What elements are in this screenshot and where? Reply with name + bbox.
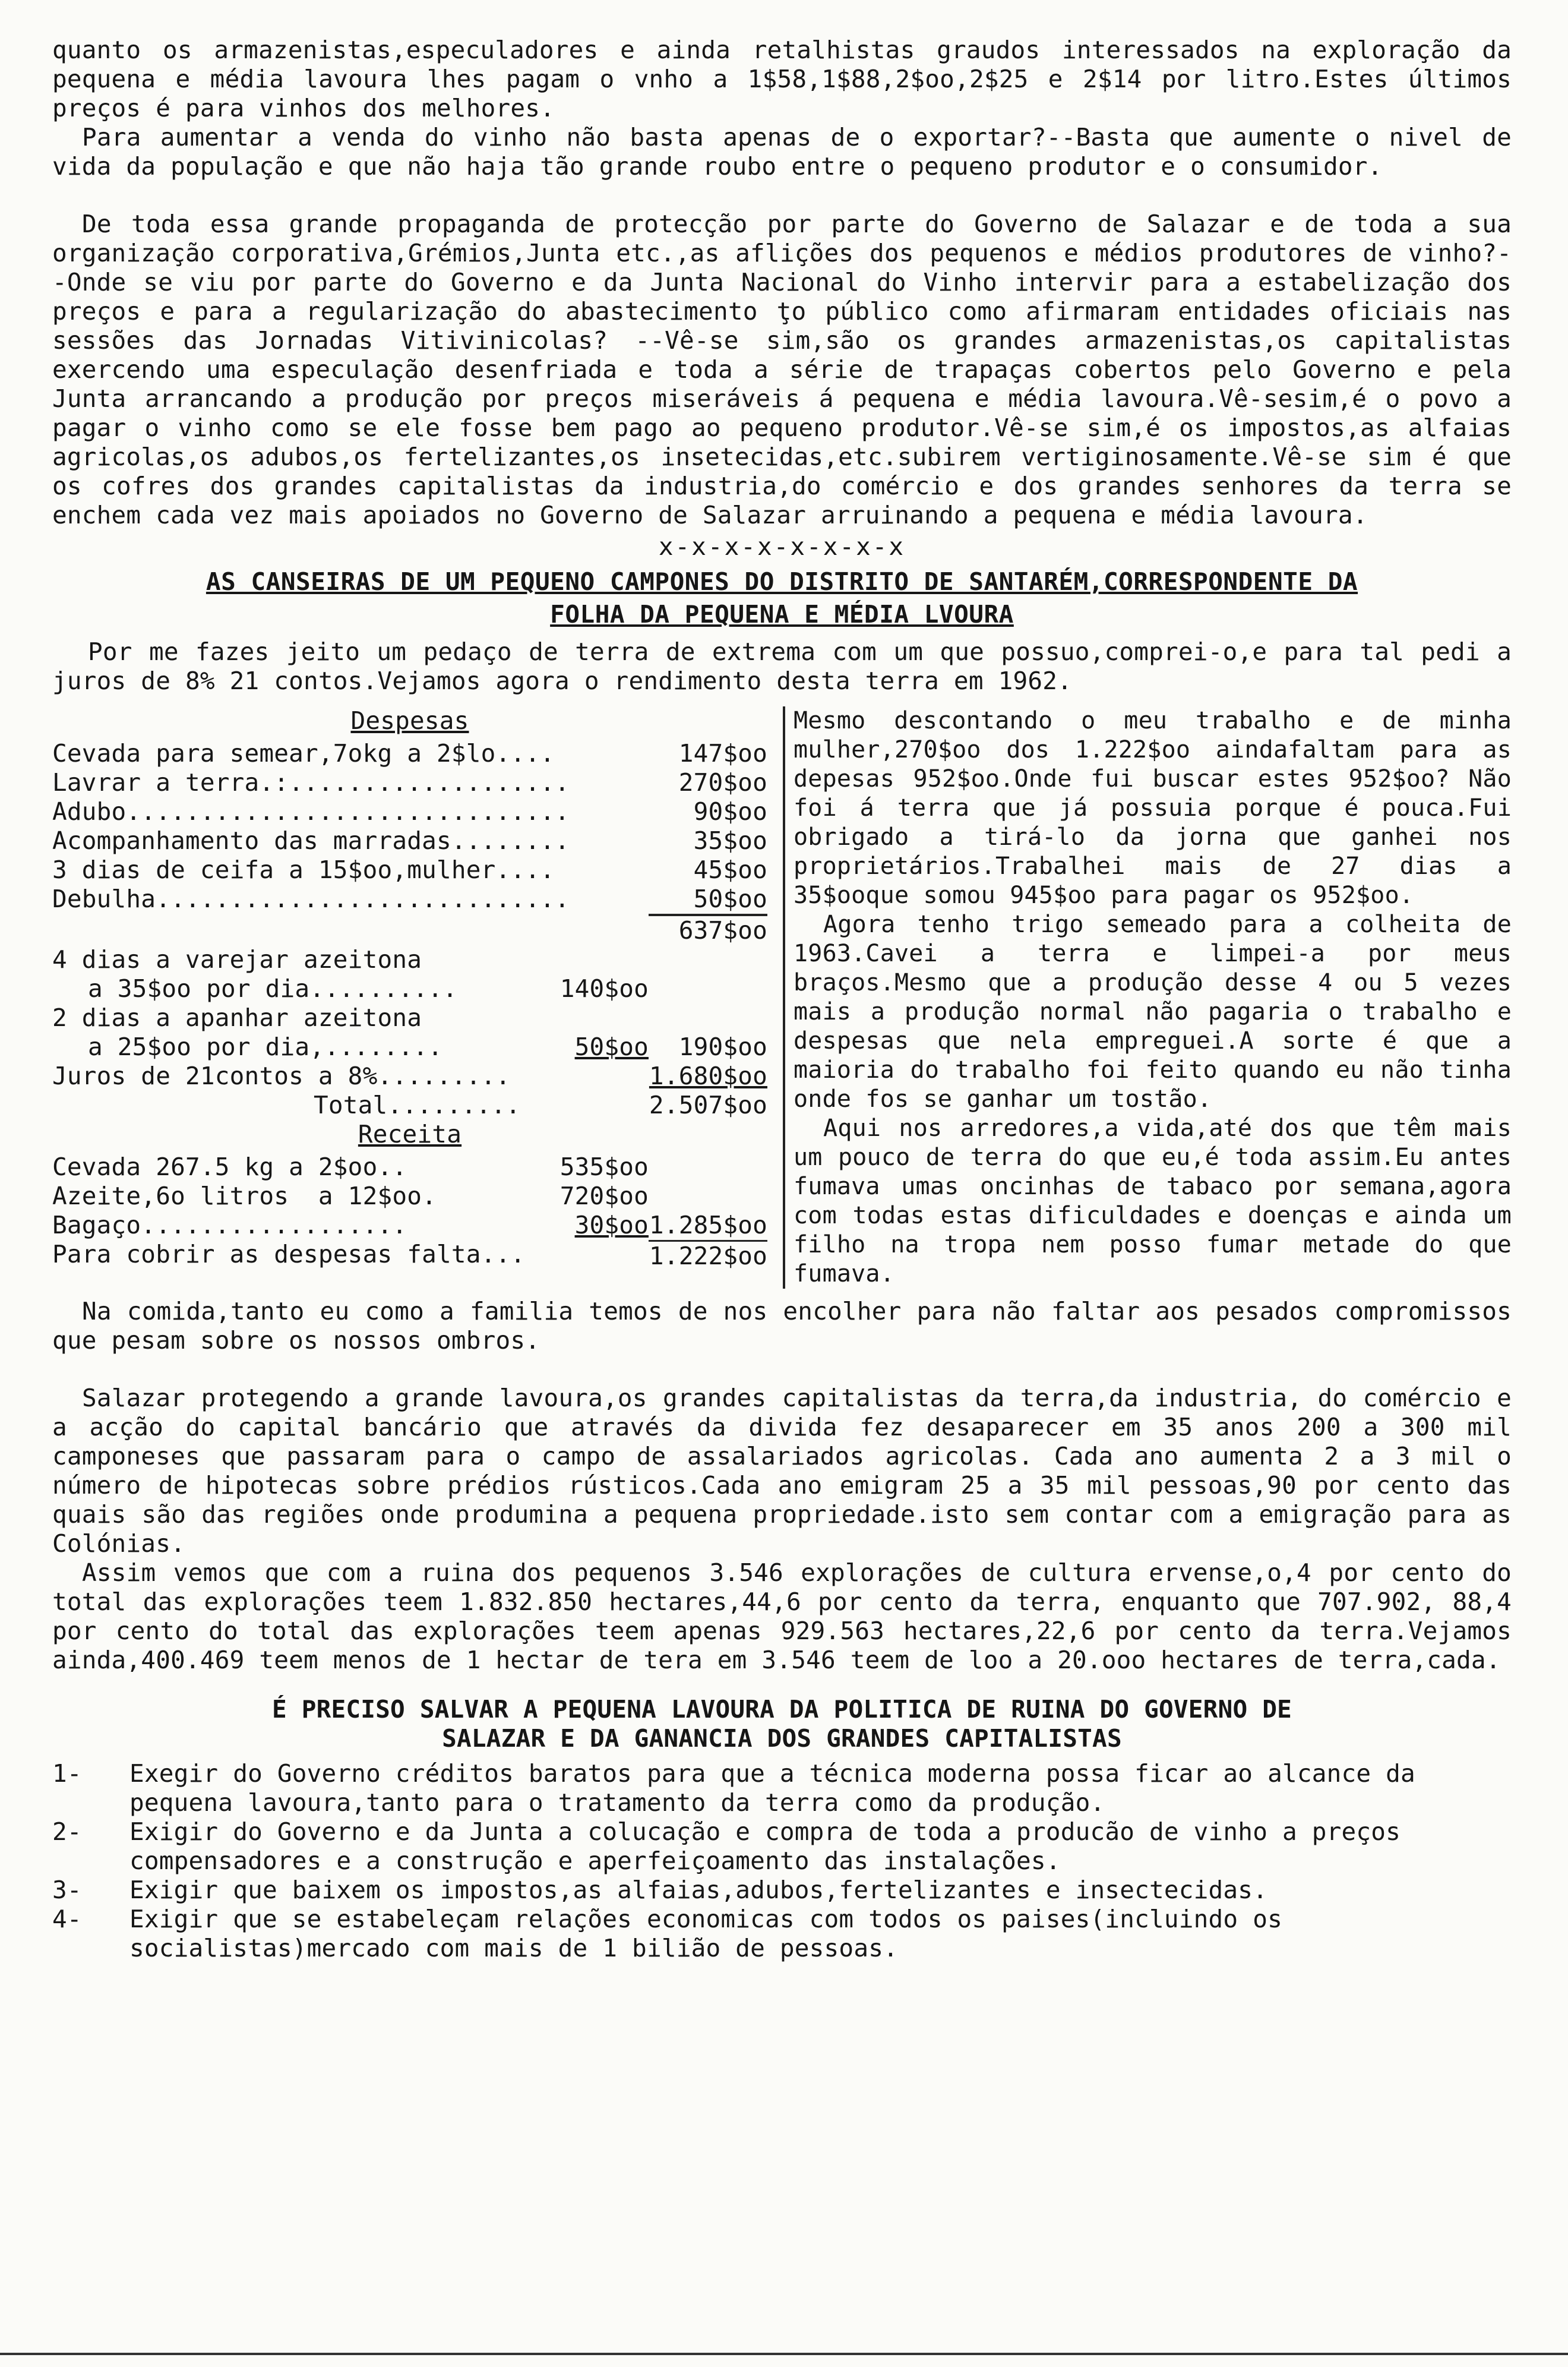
income-row (52, 1153, 767, 1182)
expense-label: Adubo.............................. (52, 797, 570, 826)
total-row (52, 1091, 767, 1120)
olive-row-2 (52, 1033, 767, 1062)
expense-row (52, 739, 767, 768)
olive-beating-cost: 140$oo (559, 974, 649, 1003)
expense-row (52, 826, 767, 856)
income-amount: 720$oo (559, 1182, 649, 1210)
olive-total: 190$oo (678, 1033, 767, 1061)
demand-text: Exigir que se estabeleçam relações economicas com todos os paises(incluindo os socialistas)mercado com mais de 1 bilião de pessoas. (129, 1905, 1282, 1962)
olive-picking-rate: a 25$oo por dia,........ (88, 1033, 443, 1061)
shortfall-amount: 1.222$oo (649, 1240, 767, 1271)
demand-number: 3- (52, 1876, 82, 1904)
income-amount: 535$oo (559, 1153, 649, 1181)
demands-title-line-2: SALAZAR E DA GANANCIA DOS GRANDES CAPITALISTAS (442, 1724, 1122, 1753)
expense-amount: 90$oo (693, 797, 767, 826)
income-heading: Receita (358, 1120, 462, 1148)
expense-amount: 45$oo (693, 856, 767, 884)
total-label: Total......... (314, 1091, 521, 1119)
interest-row (52, 1062, 767, 1091)
expense-row (52, 768, 767, 797)
olive-picking-label: 2 dias a apanhar azeitona (52, 1003, 422, 1032)
expenses-subtotal-row (52, 916, 767, 945)
expense-amount: 35$oo (693, 826, 767, 855)
export-paragraph: Para aumentar a venda do vinho não basta apenas de o exportar?--Basta que aumente o nivel de vida da população e que não haja tão grande roubo entre o pequeno produtor e o consumidor. (52, 123, 1526, 181)
testimony-paragraph-1: Mesmo descontando o meu trabalho e de minha mulher,270$oo dos 1.222$oo aindafaltam para as depesas 952$oo.Onde fui buscar estes 952$oo? Não foi á terra que já possuia porque é pouca.Fui obrigado a tirá-lo da jorna que ganhei nos proprietários.Trabalhei mais de 27 dias a 35$ooque somou 945$oo para pagar os 952$oo. (794, 707, 1526, 909)
demand-number: 4- (52, 1905, 82, 1933)
olive-beating-rate: a 35$oo por dia.......... (88, 974, 458, 1003)
olive-beating-label: 4 dias a varejar azeitona (52, 945, 422, 974)
salazar-paragraph: Salazar protegendo a grande lavoura,os grandes capitalistas da terra,da industria, do comércio e a acção do capital bancário que através da divida fez desaparecer em 35 anos 200 a 300 mil camponeses que passaram para o campo de assalariados agricolas. Cada ano aumenta 2 a 3 mil o número de hipotecas sobre prédios rústicos.Cada ano emigram 25 a 35 mil pessoas,90 por cento das quais são das regiões onde produmina a pequena propriedade.isto sem contar com a emigração para as Colónias. (52, 1384, 1526, 1558)
expenses-heading: Despesas (350, 706, 469, 735)
demands-title-line-1: É PRECISO SALVAR A PEQUENA LAVOURA DA POLITICA DE RUINA DO GOVERNO DE (271, 1695, 1292, 1724)
interest-label: Juros de 21contos a 8%......... (52, 1062, 511, 1090)
interest-amount: 1.680$oo (649, 1062, 767, 1090)
statistics-paragraph: Assim vemos que com a ruina dos pequenos 3.546 explorações de cultura ervense,o,4 por cento do total das explorações teem 1.832.850 hectares,44,6 por cento da terra, enquanto que 707.902, 88,4 por cento do total das explorações teem apenas 929.563 hectares,22,6 por cento da terra.Vejamos ainda,400.469 teem menos de 1 hectar de tera em 3.546 teem de loo a 20.ooo hectares de terra,cada. (52, 1558, 1526, 1674)
income-label: Cevada 267.5 kg a 2$oo.. (52, 1153, 407, 1181)
demand-text: Exigir do Governo e da Junta a colucação e compra de toda a producão de vinho a preços compensadores e a construção e aperfeiçoamento das instalações. (129, 1817, 1401, 1875)
olive-row-2-label (52, 1003, 767, 1033)
olive-row-1 (52, 974, 767, 1003)
olive-row-1-label (52, 945, 767, 974)
expense-amount: 270$oo (678, 768, 767, 797)
expense-amount: 147$oo (678, 739, 767, 768)
two-column-section (52, 706, 1526, 1289)
section-separator: x-x-x-x-x-x-x-x (658, 532, 906, 561)
demand-item (52, 1817, 1512, 1876)
testimony-column (783, 706, 1526, 1289)
expenses-subtotal: 637$oo (678, 916, 767, 945)
demand-item (52, 1876, 1512, 1905)
article-title-line-1: AS CANSEIRAS DE UM PEQUENO CAMPONES DO DISTRITO DE SANTARÉM,CORRESPONDENTE DA (206, 567, 1358, 596)
testimony-paragraph-2: Agora tenho trigo semeado para a colheita de 1963.Cavei a terra e limpei-a por meus braços.Mesmo que a produção desse 4 ou 5 vezes mais a produção normal não pagaria o trabalho e despesas que nela empreguei.A sorte é que a maioria do trabalho foi feito quando eu não tinha onde fos se ganhar um tostão. (794, 911, 1526, 1113)
shortfall-row (52, 1240, 767, 1271)
demand-item (52, 1905, 1512, 1963)
demand-text: Exigir que baixem os impostos,as alfaias,adubos,fertelizantes e insectecidas. (129, 1876, 1268, 1904)
expense-label: Acompanhamento das marradas........ (52, 826, 570, 855)
expense-row (52, 797, 767, 826)
demands-title (52, 1695, 1512, 1753)
expense-label: Debulha............................ (52, 885, 570, 913)
income-label: Bagaço.................. (52, 1211, 407, 1239)
page-bottom-rule (0, 2353, 1568, 2355)
article-title-line-2: FOLHA DA PEQUENA E MÉDIA LVOURA (550, 600, 1014, 629)
propaganda-paragraph: De toda essa grande propaganda de protecção por parte do Governo de Salazar e de toda a sua organização corporativa,Grémios,Junta etc.,as aflições dos pequenos e médios produtores de vinho?--Onde se viu por parte do Governo e da Junta Nacional do Vinho intervir para a estabelização dos preços e para a regularização do abastecimento ţo público como afirmaram entidades oficiais nas sessões das Jornadas Vitivinicolas? --Vê-se sim,são os grandes armazenistas,os capitalistas exercendo uma especulação desenfriada e toda a série de trapaças cobertos pelo Governo e pela Junta arrancando a produção por preços miseráveis á pequena e média lavoura.Vê-sesim,é o povo a pagar o vinho como se ele fosse bem pago ao pequeno produtor.Vê-se sim,é os impostos,as alfaias agricolas,os adubos,os fertelizantes,os insetecidas,etc.subirem vertiginosamente.Vê-se sim é que os cofres dos grandes capitalistas da industria,do comércio e dos grandes senhores da terra se enchem cada vez mais apoiados no Governo de Salazar arruinando a pequena e média lavoura. (52, 210, 1526, 529)
expense-row (52, 856, 767, 885)
income-label: Azeite,6o litros a 12$oo. (52, 1182, 437, 1210)
opening-paragraph: quanto os armazenistas,especuladores e ainda retalhistas graudos interessados na exploração da pequena e média lavoura lhes pagam o vnho a 1$58,1$88,2$oo,2$25 e 2$14 por litro.Estes últimos preços é para vinhos dos melhores. (52, 36, 1526, 122)
demand-number: 2- (52, 1817, 82, 1846)
olive-picking-cost: 50$oo (574, 1033, 649, 1061)
total-amount: 2.507$oo (649, 1091, 767, 1119)
income-row (52, 1211, 767, 1240)
demand-item (52, 1759, 1512, 1817)
income-total: 1.285$oo (649, 1211, 767, 1239)
family-paragraph: Na comida,tanto eu como a familia temos de nos encolher para não faltar aos pesados compromissos que pesam sobre os nossos ombros. (52, 1297, 1526, 1355)
expense-label: Lavrar a terra.:................... (52, 768, 570, 797)
demand-text: Exegir do Governo créditos baratos para que a técnica moderna possa ficar ao alcance da pequena lavoura,tanto para o tratamento da terra como da produção. (129, 1759, 1415, 1817)
shortfall-label: Para cobrir as despesas falta... (52, 1240, 526, 1268)
expense-amount: 50$oo (649, 885, 767, 916)
accounts-column (52, 706, 783, 1289)
expense-label: 3 dias de ceifa a 15$oo,mulher.... (52, 856, 555, 884)
article-intro: Por me fazes jeito um pedaço de terra de extrema com um que possuo,comprei-o,e para tal pedi a juros de 8% 21 contos.Vejamos agora o rendimento desta terra em 1962. (52, 637, 1526, 695)
income-row (52, 1182, 767, 1211)
expense-label: Cevada para semear,7okg a 2$lo.... (52, 739, 555, 768)
testimony-paragraph-3: Aqui nos arredores,a vida,até dos que têm mais um pouco de terra do que eu,é toda assim.Eu antes fumava umas oncinhas de tabaco por semana,agora com todas estas dificuldades e doenças e ainda um filho na tropa nem posso fumar metade do que fumava. (794, 1115, 1526, 1287)
income-amount: 30$oo (574, 1211, 649, 1239)
expense-row (52, 885, 767, 916)
demand-number: 1- (52, 1759, 82, 1788)
